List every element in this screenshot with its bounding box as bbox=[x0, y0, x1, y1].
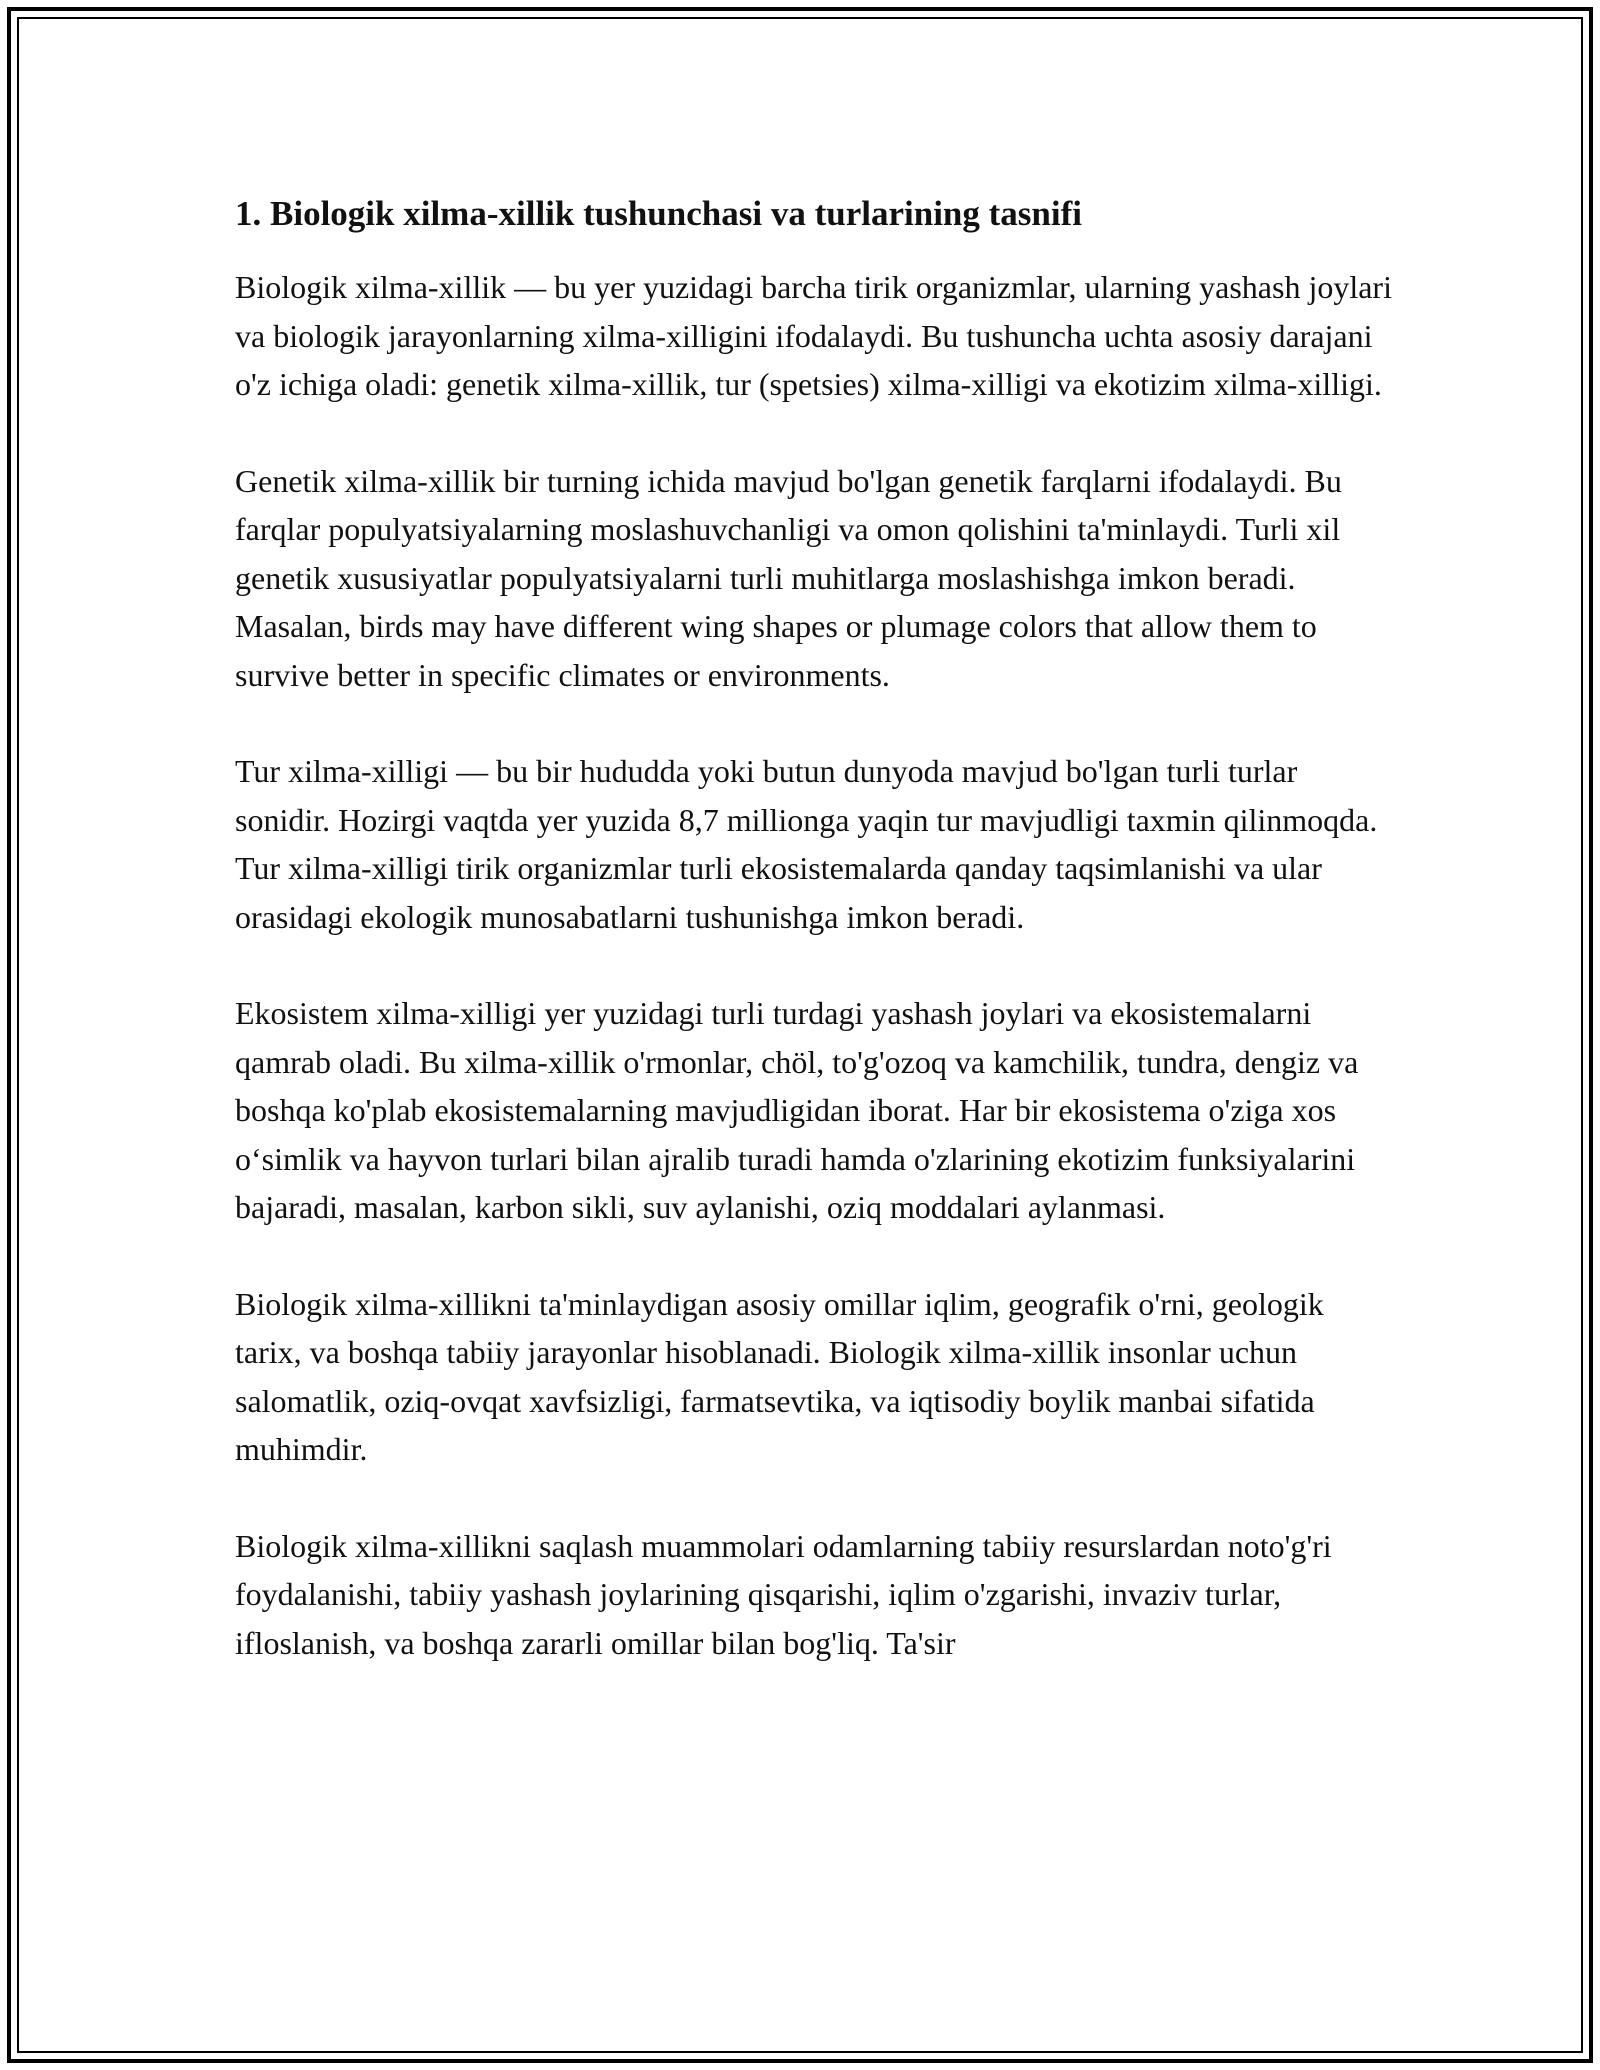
paragraph-factors: Biologik xilma-xillikni ta'minlaydigan asosiy omillar iqlim, geografik o'rni, geologik tarix, va boshqa tabiiy jarayonlar hisoblanadi. Biologik xilma-xillik insonlar uchun salomatlik, oziq-ovqat xavfsizligi, farmatsevtika, va iqtisodiy boylik manbai sifatida muhimdir. bbox=[235, 1285, 1324, 1467]
paragraph-definition: Biologik xilma-xillik — bu yer yuzidagi barcha tirik organizmlar, ularning yashash joylari va biologik jarayonlarning xilma-xilligini ifodalaydi. Bu tushuncha uchta asosiy darajani o'z ichiga oladi: genetik xilma-xillik, tur (spetsies) xilma-xilligi va ekotizim xilma-xilligi. bbox=[235, 269, 1392, 402]
paragraph-conservation-problems: Biologik xilma-xillikni saqlash muammolari odamlarning tabiiy resurslardan noto'g'ri foydalanishi, tabiiy yashash joylarining qisqarishi, iqlim o'zgarishi, invaziv turlar, ifloslanish, va boshqa zararli omillar bilan bog'liq. Ta'sir bbox=[235, 1527, 1332, 1661]
paragraph-ecosystem-diversity: Ekosistem xilma-xilligi yer yuzidagi turli turdagi yashash joylari va ekosistemalarni qamrab oladi. Bu xilma-xillik o'rmonlar, chöl, to'g'ozoq va kamchilik, tundra, dengiz va boshqa ko'plab ekosistemalarning mavjudligidan iborat. Har bir ekosistema o'ziga xos o‘simlik va hayvon turlari bilan ajralib turadi hamda o'zlarining ekotizim funksiyalarini bajaradi, masalan, karbon sikli, suv aylanishi, oziq moddalari aylanmasi. bbox=[235, 995, 1359, 1225]
document-body bbox=[235, 188, 1395, 1715]
paragraph-genetic-diversity: Genetik xilma-xillik bir turning ichida mavjud bo'lgan genetik farqlarni ifodalaydi. Bu farqlar populyatsiyalarning moslashuvchanligi va omon qolishini ta'minlaydi. Turli xil genetik xususiyatlar populyatsiyalarni turli muhitlarga moslashishga imkon beradi. Masalan, birds may have different wing shapes or plumage colors that allow them to survive better in specific climates or environments. bbox=[235, 462, 1342, 693]
section-heading: 1. Biologik xilma-xillik tushunchasi va turlarining tasnifi bbox=[235, 194, 1082, 233]
paragraph-species-diversity: Tur xilma-xilligi — bu bir hududda yoki butun dunyoda mavjud bo'lgan turli turlar sonidir. Hozirgi vaqtda yer yuzida 8,7 millionga yaqin tur mavjudligi taxmin qilinmoqda. Tur xilma-xilligi tirik organizmlar turli ekosistemalarda qanday taqsimlanishi va ular orasidagi ekologik munosabatlarni tushunishga imkon beradi. bbox=[235, 753, 1378, 935]
